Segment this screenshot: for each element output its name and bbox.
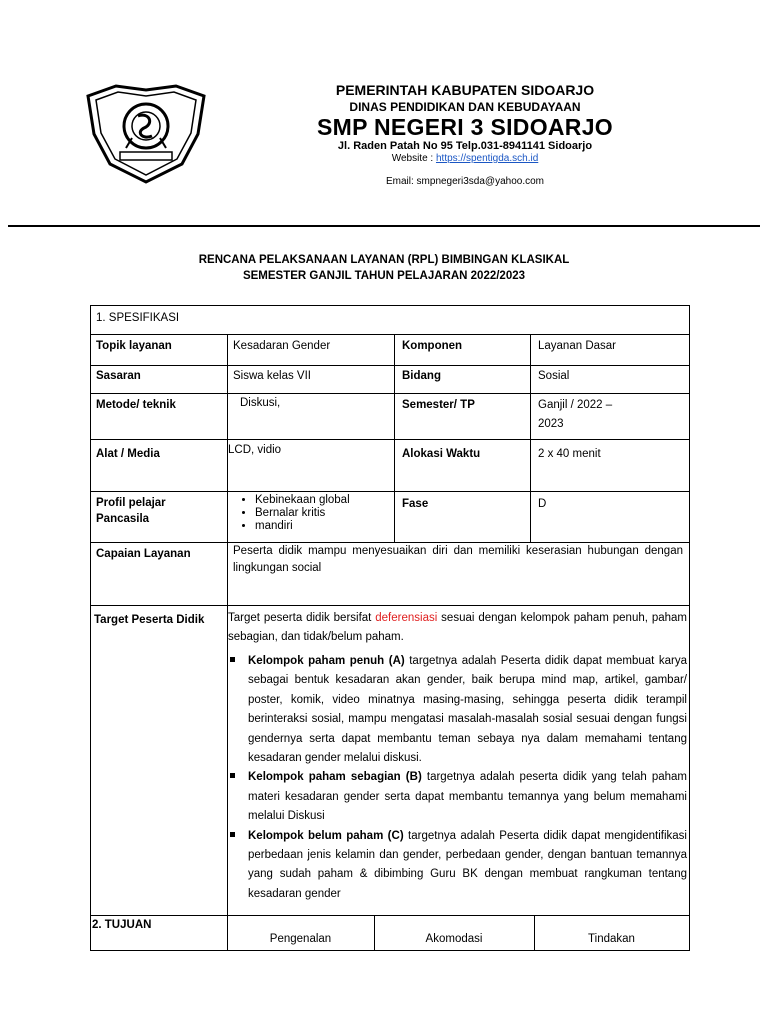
section-spesifikasi: 1. SPESIFIKASI (96, 312, 180, 324)
alat-value: LCD, vidio (228, 444, 282, 456)
school-email: Email: smpnegeri3sda@yahoo.com (385, 176, 544, 187)
profil-item: • Kebinekaan global (255, 494, 391, 507)
section-tujuan: 2. TUJUAN (92, 919, 152, 931)
target-intro-after: sesuai dengan kelompok paham penuh, paham sebagian, dan tidak/belum paham. (228, 612, 687, 643)
fase-label: Fase (402, 498, 429, 510)
target-item (230, 652, 687, 768)
website-label: Website : (391, 153, 436, 164)
tujuan-col-pengenalan: Pengenalan (269, 933, 332, 945)
profil-list (233, 494, 391, 533)
alokasi-label: Alokasi Waktu (402, 448, 481, 460)
alat-label: Alat / Media (96, 448, 160, 460)
target-intro (228, 609, 687, 647)
sidoarjo-regency-seal-icon (80, 78, 212, 188)
topik-value: Kesadaran Gender (233, 340, 331, 352)
target-item (230, 827, 687, 905)
target-item-text: targetnya adalah peserta didik yang telah paham materi kesadaran gender serta dapat membantu temannya yang belum memahami melalui Diskusi (248, 771, 687, 823)
square-bullet-icon (230, 832, 235, 837)
target-item-text: targetnya adalah Peserta didik dapat membuat karya sebagai bentuk kesadaran akan gender, baik berupa mind map, artikel, gambar/ poster, komik, video minatnya masing-masing, sehingga peserta didik terampil berinteraksi sosial, mampu mengatasi masalah-masalah sosial sesuai dengan fungsi gendernya serta dapat membantu teman sebaya nya dalam memahami tentang kesadaran gender melalui diskusi. (248, 655, 688, 765)
target-label: Target Peserta Didik (94, 614, 205, 626)
capaian-value: Peserta didik mampu menyesuaikan diri dan memiliki keserasian hubungan dengan lingkungan social (233, 545, 683, 574)
square-bullet-icon (230, 657, 235, 662)
school-address: Jl. Raden Patah No 95 Telp.031-8941141 Sidoarjo (337, 140, 593, 152)
target-item (230, 768, 687, 826)
metode-label: Metode/ teknik (96, 399, 176, 411)
bidang-value: Sosial (538, 370, 570, 382)
profil-item: • Bernalar kritis (255, 507, 391, 520)
letterhead-divider (8, 225, 760, 227)
topik-label: Topik layanan (96, 340, 172, 352)
government-name: PEMERINTAH KABUPATEN SIDOARJO (335, 82, 595, 98)
profil-label-2: Pancasila (96, 513, 150, 525)
school-name: SMP NEGERI 3 SIDOARJO (316, 114, 613, 140)
target-groups (230, 652, 687, 904)
semester-label: Semester/ TP (402, 399, 475, 411)
profil-label-1: Profil pelajar (96, 497, 166, 509)
tujuan-col-akomodasi: Akomodasi (425, 933, 483, 945)
target-item-bold: Kelompok belum paham (C) (248, 829, 404, 842)
alokasi-value: 2 x 40 menit (538, 448, 601, 460)
profil-item: • mandiri (255, 520, 391, 533)
target-item-bold: Kelompok paham sebagian (B) (248, 771, 422, 784)
document-title: RENCANA PELAKSANAAN LAYANAN (RPL) BIMBINGAN KLASIKAL (198, 254, 570, 266)
target-intro-red: deferensiasi (375, 612, 438, 624)
department-name: DINAS PENDIDIKAN DAN KEBUDAYAAN (349, 100, 581, 114)
school-website (300, 153, 630, 164)
rpl-table (90, 305, 690, 951)
metode-value: Diskusi, (240, 397, 281, 409)
komponen-label: Komponen (402, 340, 463, 352)
semester-value-2: 2023 (538, 418, 564, 430)
sasaran-value: Siswa kelas VII (233, 370, 311, 382)
document-subtitle: SEMESTER GANJIL TAHUN PELAJARAN 2022/2023 (242, 270, 526, 282)
komponen-value: Layanan Dasar (538, 340, 616, 352)
fase-value: D (538, 498, 547, 510)
semester-value-1: Ganjil / 2022 – (538, 399, 613, 411)
sasaran-label: Sasaran (96, 370, 141, 382)
target-intro-before: Target peserta didik bersifat (228, 612, 376, 624)
website-link[interactable]: https://spentigda.sch.id (435, 153, 539, 164)
capaian-label: Capaian Layanan (96, 548, 191, 560)
bidang-label: Bidang (402, 370, 441, 382)
target-item-bold: Kelompok paham penuh (A) (248, 655, 405, 667)
target-item-text: targetnya adalah Peserta didik dapat mengidentifikasi perbedaan jenis kelamin dan gender, perbedaan gender, dengan bantuan temannya yang sudah paham & dibimbing Guru BK dengan membuat rangkuman tentang kesadaran gender (248, 829, 687, 900)
tujuan-col-tindakan: Tindakan (588, 933, 635, 945)
square-bullet-icon (230, 773, 235, 778)
